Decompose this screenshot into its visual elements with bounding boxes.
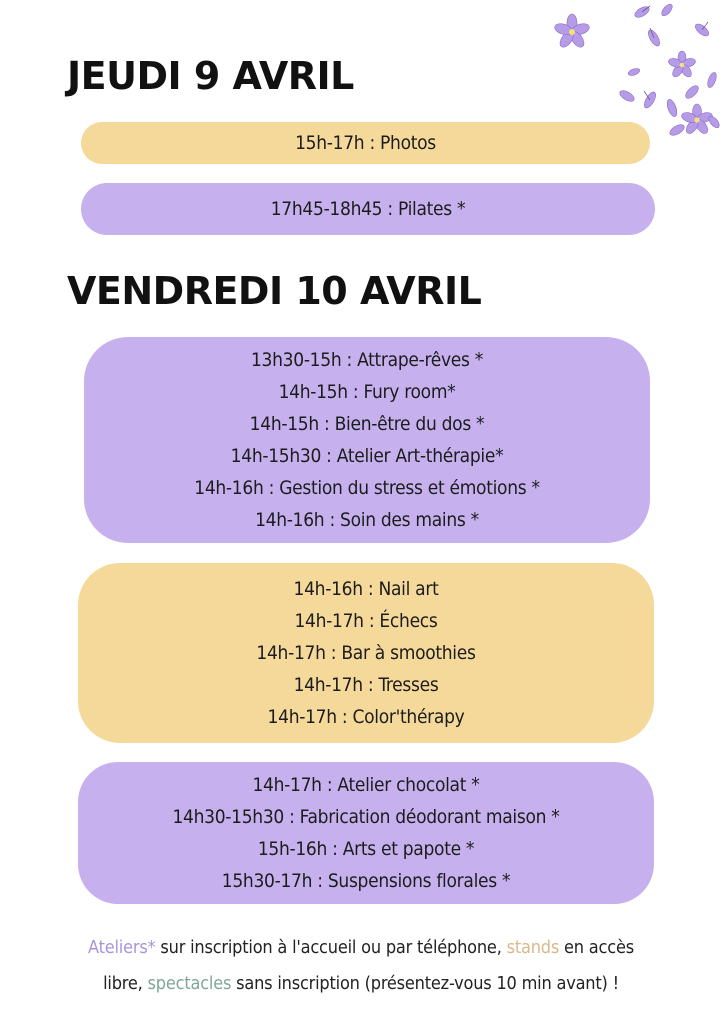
legend-line-2 — [20, 966, 702, 1002]
schedule-line: 14h-17h : Échecs — [294, 610, 438, 632]
day-heading-vendredi: VENDREDI 10 AVRIL — [67, 269, 482, 313]
day-heading-jeudi: JEUDI 9 AVRIL — [67, 54, 354, 98]
schedule-line: 14h-17h : Bar à smoothies — [256, 642, 476, 664]
legend-ateliers: Ateliers* — [88, 937, 156, 958]
legend-text: sur inscription à l'accueil ou par téléphone, — [155, 937, 507, 958]
legend-note — [20, 930, 702, 1002]
schedule-pill-photos — [81, 122, 650, 164]
schedule-block-stands — [78, 563, 654, 743]
schedule-line: 14h-16h : Soin des mains * — [255, 509, 479, 531]
schedule-line: 13h30-15h : Attrape-rêves * — [250, 349, 484, 371]
schedule-line: 14h-16h : Nail art — [293, 578, 439, 600]
schedule-line: 14h-15h30 : Atelier Art-thérapie* — [230, 445, 504, 467]
schedule-line: 14h-17h : Tresses — [293, 674, 439, 696]
schedule-line: 14h-15h : Bien-être du dos * — [249, 413, 485, 435]
legend-text: sans inscription (présentez-vous 10 min avant) ! — [231, 973, 619, 994]
schedule-line: 14h-17h : Color'thérapy — [267, 706, 465, 728]
schedule-line: 14h-16h : Gestion du stress et émotions * — [194, 477, 540, 499]
schedule-block-ateliers-2 — [78, 762, 654, 904]
schedule-line: 14h30-15h30 : Fabrication déodorant maison * — [172, 806, 560, 828]
legend-spectacles: spectacles — [147, 973, 232, 994]
schedule-line: 14h-17h : Atelier chocolat * — [252, 774, 480, 796]
legend-text: en accès — [559, 937, 634, 958]
schedule-pill-pilates — [81, 183, 655, 235]
legend-stands: stands — [506, 937, 560, 958]
schedule-line: 15h30-17h : Suspensions florales * — [221, 870, 511, 892]
legend-line-1 — [20, 930, 702, 966]
schedule-line: 15h-17h : Photos — [295, 132, 436, 154]
legend-text: libre, — [103, 973, 148, 994]
schedule-line: 17h45-18h45 : Pilates * — [270, 198, 466, 220]
schedule-line: 15h-16h : Arts et papote * — [257, 838, 475, 860]
schedule-line: 14h-15h : Fury room* — [278, 381, 456, 403]
schedule-block-ateliers-1 — [84, 337, 650, 543]
